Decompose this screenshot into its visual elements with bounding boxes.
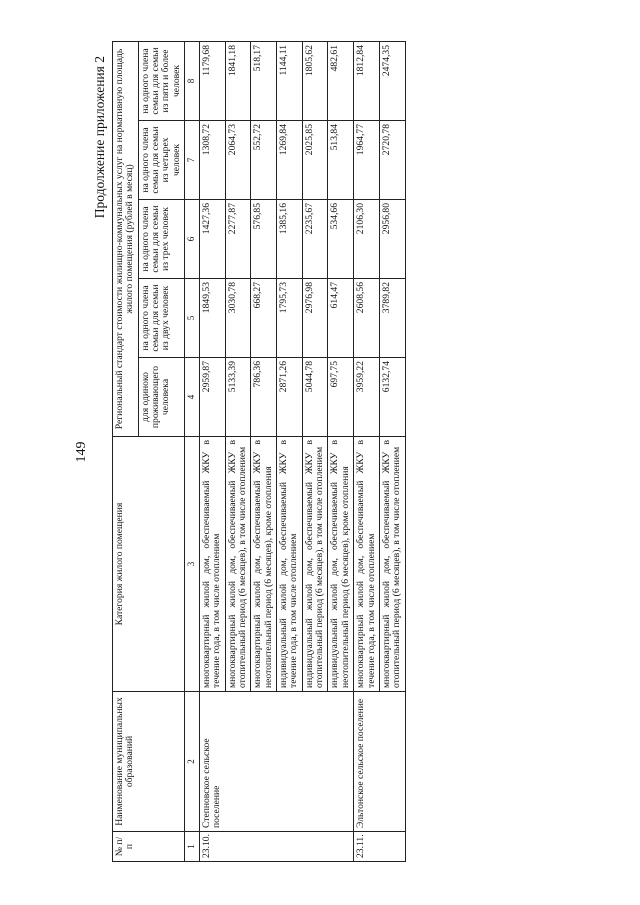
tariff-value: 2235,67 [302,200,328,279]
housing-category: многоквартирный жилой дом, обеспечиваемый ЖКУ в отопительный период (6 месяцев), в том числе отоплением [379,437,405,692]
sub-header-5: на одного члена семьи для семьи из пяти и более человек [138,41,184,120]
sub-header-4: на одного члена семьи для семьи из четырех человек [138,121,184,200]
col-header-category: Категория жилого помещения [113,437,185,692]
table-row [225,41,251,861]
housing-category: многоквартирный жилой дом, обеспечиваемый ЖКУ в течение года, в том числе отоплением [199,437,225,692]
tariff-value: 2956,80 [379,200,405,279]
tariff-value: 2976,98 [302,279,328,358]
tariff-value: 2277,87 [225,200,251,279]
tariff-value: 668,27 [251,279,277,358]
tariff-value: 1385,16 [277,200,303,279]
col-number: 8 [185,41,200,120]
housing-category: индивидуальный жилой дом, обеспечиваемый ЖКУ в неотопительный период (6 месяцев), кроме отопления [328,437,354,692]
tariff-value: 3030,78 [225,279,251,358]
table-row [251,41,277,861]
housing-category: индивидуальный жилой дом, обеспечиваемый ЖКУ в отопительный период (6 месяцев), в том числе отоплением [302,437,328,692]
tariff-value: 513,84 [328,121,354,200]
col-header-standard: Региональный стандарт стоимости жилищно-коммунальных услуг на нормативную площадь жилого помещения (рублей в месяц) [113,41,139,436]
col-header-municipality: Наименование муниципальных образований [113,692,185,832]
tariff-value: 2871,26 [277,358,303,437]
tariff-value: 534,66 [328,200,354,279]
col-number: 6 [185,200,200,279]
tariff-value: 786,36 [251,358,277,437]
sub-header-2: на одного члена семьи для семьи из двух человек [138,279,184,358]
tariff-value: 1849,53 [199,279,225,358]
table-row [379,41,405,861]
page-number: 149 [74,441,89,463]
table-row [354,41,380,861]
row-number [225,832,251,862]
housing-category: многоквартирный жилой дом, обеспечиваемый ЖКУ в течение года, в том числе отоплением [354,437,380,692]
row-number: 23.11. [354,832,380,862]
municipality-name [251,692,277,832]
header-row-1 [113,41,139,861]
col-number: 3 [185,437,200,692]
tariff-table [112,41,406,862]
row-number [277,832,303,862]
tariff-value: 2025,85 [302,121,328,200]
tariff-value: 2106,30 [354,200,380,279]
row-number [379,832,405,862]
col-number: 2 [185,692,200,832]
municipality-name: Степновское сельское поселение [199,692,225,832]
housing-category: многоквартирный жилой дом, обеспечиваемый ЖКУ в отопительный период (6 месяцев), в том числе отоплением [225,437,251,692]
table-row [328,41,354,861]
tariff-value: 5133,39 [225,358,251,437]
tariff-value: 3959,22 [354,358,380,437]
col-header-no: № п/п [113,832,185,862]
tariff-value: 1179,68 [199,41,225,120]
tariff-value: 2720,78 [379,121,405,200]
tariff-value: 3789,82 [379,279,405,358]
housing-category: индивидуальный жилой дом, обеспечиваемый ЖКУ в течение года, в том числе отоплением [277,437,303,692]
tariff-value: 1795,73 [277,279,303,358]
sub-header-1: для одиноко проживающего человека [138,358,184,437]
tariff-value: 1964,77 [354,121,380,200]
municipality-name [225,692,251,832]
tariff-value: 552,72 [251,121,277,200]
tariff-value: 1427,36 [199,200,225,279]
tariff-value: 5044,78 [302,358,328,437]
tariff-value: 1144,11 [277,41,303,120]
tariff-value: 6132,74 [379,358,405,437]
row-number: 23.10. [199,832,225,862]
tariff-value: 518,17 [251,41,277,120]
continuation-label: Продолжение приложения 2 [92,56,107,219]
row-number [251,832,277,862]
rotated-content [70,32,570,872]
table-row [199,41,225,861]
housing-category: многоквартирный жилой дом, обеспечиваемый ЖКУ в неотопительный период (6 месяцев), кроме отопления [251,437,277,692]
tariff-value: 1812,84 [354,41,380,120]
tariff-value: 482,61 [328,41,354,120]
row-number [302,832,328,862]
municipality-name [379,692,405,832]
municipality-name [302,692,328,832]
sub-header-3: на одного члена семьи для семьи из трех человек [138,200,184,279]
tariff-value: 697,75 [328,358,354,437]
row-number [328,832,354,862]
municipality-name: Эльтонское сельское поселение [354,692,380,832]
tariff-value: 1841,18 [225,41,251,120]
col-number: 4 [185,358,200,437]
tariff-value: 614,47 [328,279,354,358]
tariff-value: 1805,62 [302,41,328,120]
col-number: 7 [185,121,200,200]
col-number: 5 [185,279,200,358]
table-row [302,41,328,861]
municipality-name [277,692,303,832]
tariff-value: 2474,35 [379,41,405,120]
tariff-value: 1269,84 [277,121,303,200]
column-number-row [185,41,200,861]
table-row [277,41,303,861]
tariff-value: 576,85 [251,200,277,279]
tariff-value: 2064,73 [225,121,251,200]
col-number: 1 [185,832,200,862]
tariff-value: 1308,72 [199,121,225,200]
tariff-value: 2959,87 [199,358,225,437]
tariff-value: 2608,56 [354,279,380,358]
municipality-name [328,692,354,832]
